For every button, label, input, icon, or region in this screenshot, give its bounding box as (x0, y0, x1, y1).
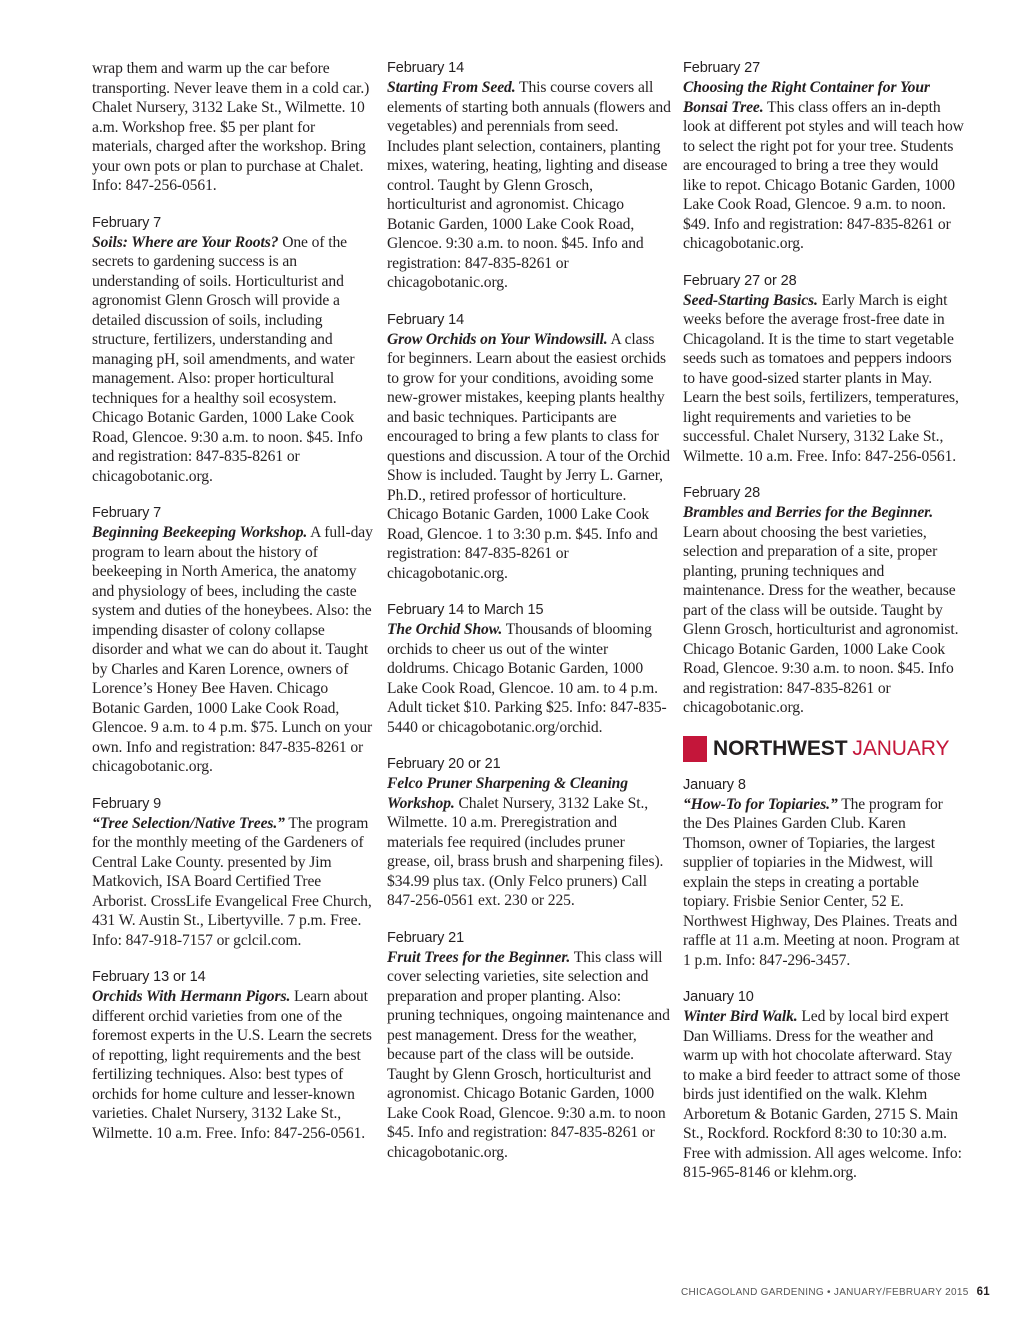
event-date: February 14 to March 15 (387, 602, 544, 618)
event-description (92, 523, 374, 777)
event-list (387, 59, 671, 1162)
event-title: Beginning Beekeeping Workshop. (92, 524, 308, 541)
event-date: February 21 (387, 929, 465, 946)
event-description (92, 987, 374, 1143)
event-body: One of the secrets to gardening success is an understanding of soils. Horticulturist and agronomist Glenn Grosch will provide a detailed discussion of soils, including structure, fertilizers, understanding and managing pH, soil amendments, and water management. Also: proper horticultural techniques for a healthy soil ecosystem. Chicago Botanic Garden, 1000 Lake Cook Road, Glencoe. 9:30 a.m. to noon. $45. Info and registration: 847-835-8261 or chicagobotanic.org. (92, 233, 363, 485)
event-list (92, 214, 374, 1144)
event-entry (683, 988, 965, 1183)
column-1 (92, 59, 374, 1161)
event-body: Thousands of blooming orchids to cheer us out of the winter doldrums. Chicago Botanic Garden, 1000 Lake Cook Road, Glencoe. 10 am. to 4 p.m. Adult ticket $10. Parking $25. Info: 847-835-5440 or chicagobotanic.org/orchid. (387, 621, 667, 736)
event-description (683, 1007, 965, 1183)
event-description (387, 774, 671, 911)
event-entry (387, 311, 671, 584)
event-date: February 7 (92, 505, 162, 521)
event-body: Learn about choosing the best varieties, selection and preparation of a site, proper planting, pruning techniques and maintenance. Dress for the weather, because part of the class will be outside. Taught by Glenn Grosch, horticulturist and agronomist. Chicago Botanic Garden, 1000 Lake Cook Road, Glencoe. 9:30 a.m. to noon. $45. Info and registration: 847-835-8261 or chicagobotanic.org. (683, 523, 959, 716)
event-body: The program for the Des Plaines Garden Club. Karen Thomson, owner of Topiaries, the largest supplier of topiaries in the Midwest, will explain the steps in creating a portable topiary. Frisbie Senior Center, 52 E. Northwest Highway, Des Plaines. Treats and raffle at 11 a.m. Meeting at noon. Program at 1 p.m. Info: 847-296-3457. (683, 795, 960, 969)
event-date: February 14 (387, 311, 465, 328)
event-entry (683, 776, 965, 971)
event-date: February 27 (683, 60, 761, 76)
event-entry (387, 59, 671, 293)
event-description (92, 814, 374, 951)
event-entry (387, 929, 671, 1163)
event-title: Felco Pruner Sharpening & Cleaning Workshop. (387, 775, 628, 812)
event-title: Fruit Trees for the Beginner. (387, 948, 571, 966)
event-body: Led by local bird expert Dan Williams. Dress for the weather and warm up with hot chocolate afterward. Stay to make a bird feeder to attract some of those birds just identified on the walk. Klehm Arboretum & Botanic Garden, 2715 S. Main St., Rockford. Rockford 8:30 to 10:30 a.m. Free with admission. All ages welcome. Info: 815-965-8146 or klehm.org. (683, 1008, 962, 1181)
event-entry (683, 272, 965, 467)
event-title: Grow Orchids on Your Windowsill. (387, 330, 608, 348)
publication-info: CHICAGOLAND GARDENING • JANUARY/FEBRUARY 2015 (680, 1287, 969, 1298)
event-entry (92, 795, 374, 951)
event-description (387, 948, 671, 1163)
event-body: This class offers an in-depth look at different pot styles and will teach how to select the right pot for your tree. Students are encouraged to bring a tree they would like to repot. Chicago Botanic Garden, 1000 Lake Cook Road, Glencoe. 9 a.m. to noon. $49. Info and registration: 847-835-8261 or chicagobotanic.org. (683, 98, 964, 252)
event-title: Choosing the Right Container for Your Bonsai Tree. (683, 79, 930, 116)
event-entry (92, 504, 374, 777)
column-3 (683, 59, 965, 1201)
event-title: Soils: Where are Your Roots? (92, 233, 279, 251)
event-body: A full-day program to learn about the history of beekeeping in North America, the anatomy and physiology of bees, including the caste system and duties of the honeybees. Also: the impending disaster of colony collapse disorder and what we can do about it. Taught by Charles and Karen Lorence, owners of Lorence’s Honey Bee Haven. Chicago Botanic Garden, 1000 Lake Cook Road, Glencoe. 9 a.m. to 4 p.m. $75. Lunch on your own. Info and registration: 847-835-8261 or chicagobotanic.org. (92, 524, 373, 775)
event-date: February 27 or 28 (683, 272, 797, 289)
event-body: Learn about different orchid varieties from one of the foremost experts in the U.S. Learn the secrets of repotting, light requirements and the best fertilizing techniques. Also: best types of orchids for home culture and lesser-known varieties. Chalet Nursery, 3132 Lake St., Wilmette. 10 a.m. Free. Info: 847-256-0561. (92, 988, 372, 1142)
event-date: February 9 (92, 795, 162, 812)
column-2 (387, 59, 671, 1180)
event-body: This class will cover selecting varieties, site selection and preparation and proper planting. Also: pruning techniques, ongoing maintenance and pest management. Dress for the weather, because part of the class will be outside. Taught by Glenn Grosch, horticulturist and agronomist. Chicago Botanic Garden, 1000 Lake Cook Road, Glencoe. 9:30 a.m. to noon $45. Info and registration: 847-835-8261 or chicagobotanic.org. (387, 948, 670, 1161)
event-body: The program for the monthly meeting of the Gardeners of Central Lake County. presented by Jim Matkovich, ISA Board Certified Tree Arborist. CrossLife Evangelical Free Church, 431 W. Austin St., Libertyville. 7 p.m. Free. Info: 847-918-7157 or gclcil.com. (92, 814, 372, 949)
event-title: Winter Bird Walk. (683, 1008, 798, 1025)
event-description (387, 620, 671, 737)
event-title: “Tree Selection/Native Trees.” (92, 814, 285, 832)
event-body: Early March is eight weeks before the average frost-free date in Chicagoland. It is the time to start vegetable seeds such as tomatoes and peppers indoors to have good-sized starter plants in May. Learn the best soils, fertilizers, temperatures, light requirements and varieties to be successful. Chalet Nursery, 3132 Lake St., Wilmette. 10 a.m. Free. Info: 847-256-0561. (683, 291, 959, 465)
event-description (387, 78, 671, 293)
event-date: February 28 (683, 485, 761, 501)
event-body: A class for beginners. Learn about the easiest orchids to grow for your conditions, avoiding some new-grower mistakes, keeping plants healthy and basic techniques. Participants are encouraged to bring a few plants to class for questions and discussion. A tour of the Orchid Show is included. Taught by Jerry L. Garner, Ph.D., retired professor of horticulture. Chicago Botanic Garden, 1000 Lake Cook Road, Glencoe. 1 to 3:30 p.m. $45. Info and registration: 847-835-8261 or chicagobotanic.org. (387, 330, 670, 582)
event-description (683, 78, 965, 254)
event-title: Orchids With Hermann Pigors. (92, 988, 291, 1005)
event-entry (683, 59, 965, 254)
event-date: February 20 or 21 (387, 756, 501, 772)
event-description (92, 233, 374, 487)
page-number: 61 (976, 1286, 990, 1298)
event-date: February 7 (92, 214, 162, 231)
event-title: The Orchid Show. (387, 621, 503, 638)
event-entry (387, 601, 671, 737)
section-month: JANUARY (852, 736, 950, 760)
event-date: January 8 (683, 776, 746, 793)
event-list (683, 776, 965, 1183)
event-body: Chalet Nursery, 3132 Lake St., Wilmette. 10 a.m. Preregistration and materials fee required (includes pruner grease, oil, brass brush and sharpening files). $34.99 plus tax. (Only Felco pruners) Call 847-256-0561 ext. 230 or 225. (387, 794, 664, 909)
event-entry (387, 755, 671, 911)
event-date: January 10 (683, 989, 754, 1005)
section-header (683, 736, 965, 762)
event-entry (92, 214, 374, 487)
continued-paragraph: wrap them and warm up the car before transporting. Never leave them in a cold car.) Chalet Nursery, 3132 Lake St., Wilmette. 10 a.m. Workshop free. $5 per plant for materials, charged after the workshop. Bring your own pots or plan to purchase at Chalet. Info: 847-256-0561. (92, 60, 370, 194)
event-title: Seed-Starting Basics. (683, 291, 818, 309)
section-marker-icon (683, 736, 707, 762)
event-entry (92, 968, 374, 1143)
event-description (683, 503, 965, 718)
event-title: Starting From Seed. (387, 79, 516, 96)
event-date: February 13 or 14 (92, 969, 206, 985)
event-title: Brambles and Berries for the Beginner. (683, 504, 934, 521)
event-title: “How-To for Topiaries.” (683, 795, 838, 813)
event-body: This course covers all elements of starting both annuals (flowers and vegetables) and perennials from seed. Includes plant selection, containers, planting mixes, watering, heating, lighting and disease control. Taught by Glenn Grosch, horticulturist and agronomist. Chicago Botanic Garden, 1000 Lake Cook Road, Glencoe. 9:30 a.m. to noon. $45. Info and registration: 847-835-8261 or chicagobotanic.org. (387, 79, 671, 291)
event-entry (683, 484, 965, 718)
event-description (683, 795, 965, 971)
event-list (683, 59, 965, 718)
event-description (387, 330, 671, 584)
event-description (683, 291, 965, 467)
page-footer (681, 1286, 990, 1298)
section-region: NORTHWEST (713, 736, 848, 760)
event-date: February 14 (387, 60, 465, 76)
